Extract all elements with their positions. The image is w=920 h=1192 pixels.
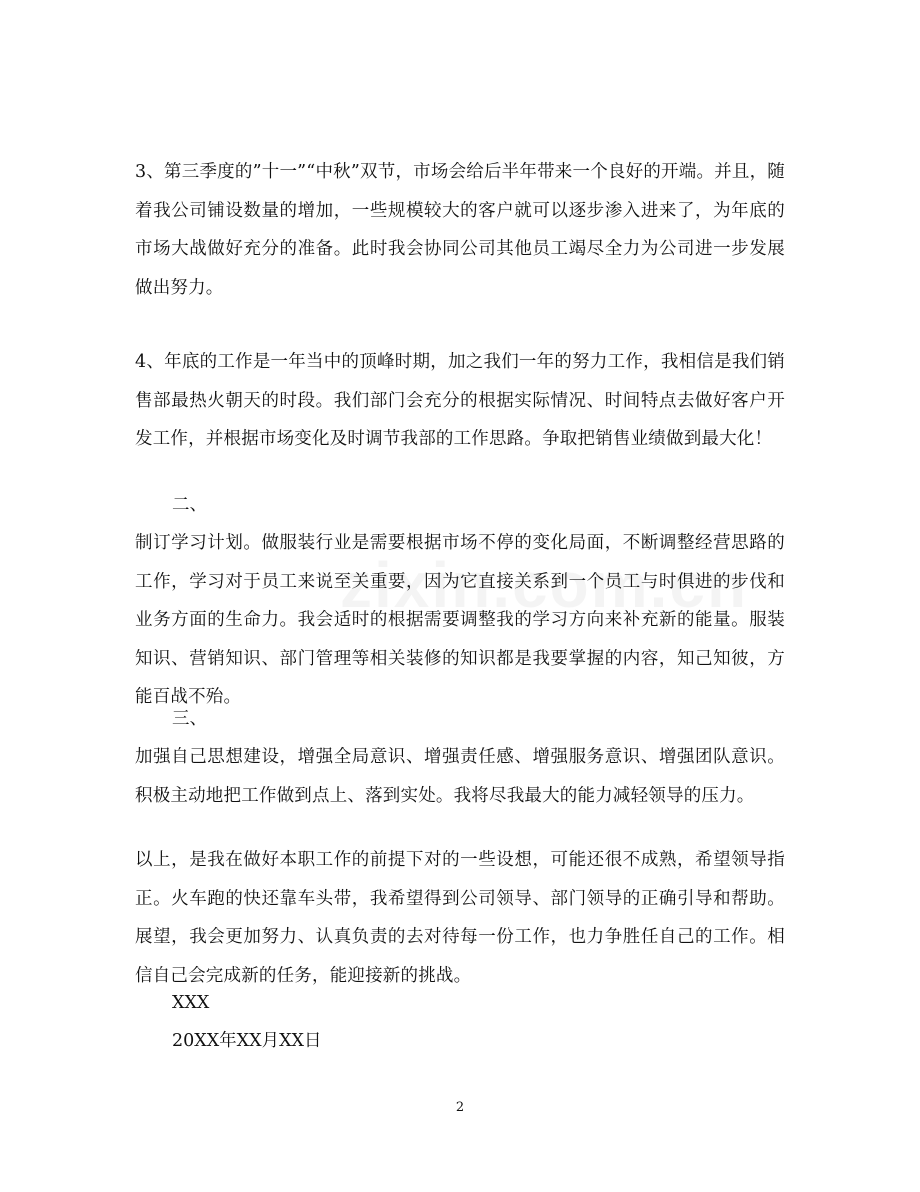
section-3-body: 加强自己思想建设，增强全局意识、增强责任感、增强服务意识、增强团队意识。积极主动地把工作做到点上、落到实处。我将尽我最大的能力减轻领导的压力。 (135, 747, 785, 806)
paragraph-q3-plan: 3、第三季度的”十一”“中秋”双节，市场会给后半年带来一个良好的开端。并且，随着我公司铺设数量的增加，一些规模较大的客户就可以逐步渗入进来了，为年底的市场大战做好充分的准备。此时我会协同公司其他员工竭尽全力为公司进一步发展做出努力。 (135, 162, 785, 298)
signature: XXX (172, 993, 210, 1013)
section-3-heading: 三、 (172, 709, 207, 729)
section-2-heading: 二、 (172, 495, 207, 515)
conclusion-paragraph: 以上，是我在做好本职工作的前提下对的一些设想，可能还很不成熟，希望领导指正。火车跑的快还靠车头带，我希望得到公司领导、部门领导的正确引导和帮助。展望，我会更加努力、认真负责的去对待每一份工作，也力争胜任自己的工作。相信自己会完成新的任务，能迎接新的挑战。 (135, 850, 785, 986)
paragraph-year-end-plan: 4、年底的工作是一年当中的顶峰时期，加之我们一年的努力工作，我相信是我们销售部最热火朝天的时段。我们部门会充分的根据实际情况、时间特点去做好客户开发工作，并根据市场变化及时调节我部的工作思路。争取把销售业绩做到最大化！ (135, 352, 785, 449)
date: 20XX年XX月XX日 (172, 1031, 322, 1051)
section-2-body: 制订学习计划。做服装行业是需要根据市场不停的变化局面，不断调整经营思路的工作，学习对于员工来说至关重要，因为它直接关系到一个员工与时俱进的步伐和业务方面的生命力。我会适时的根据需要调整我的学习方向来补充新的能量。服装知识、营销知识、部门管理等相关装修的知识都是我要掌握的内容，知己知彼，方能百战不殆。 (135, 533, 785, 707)
page-number: 2 (455, 1100, 465, 1115)
